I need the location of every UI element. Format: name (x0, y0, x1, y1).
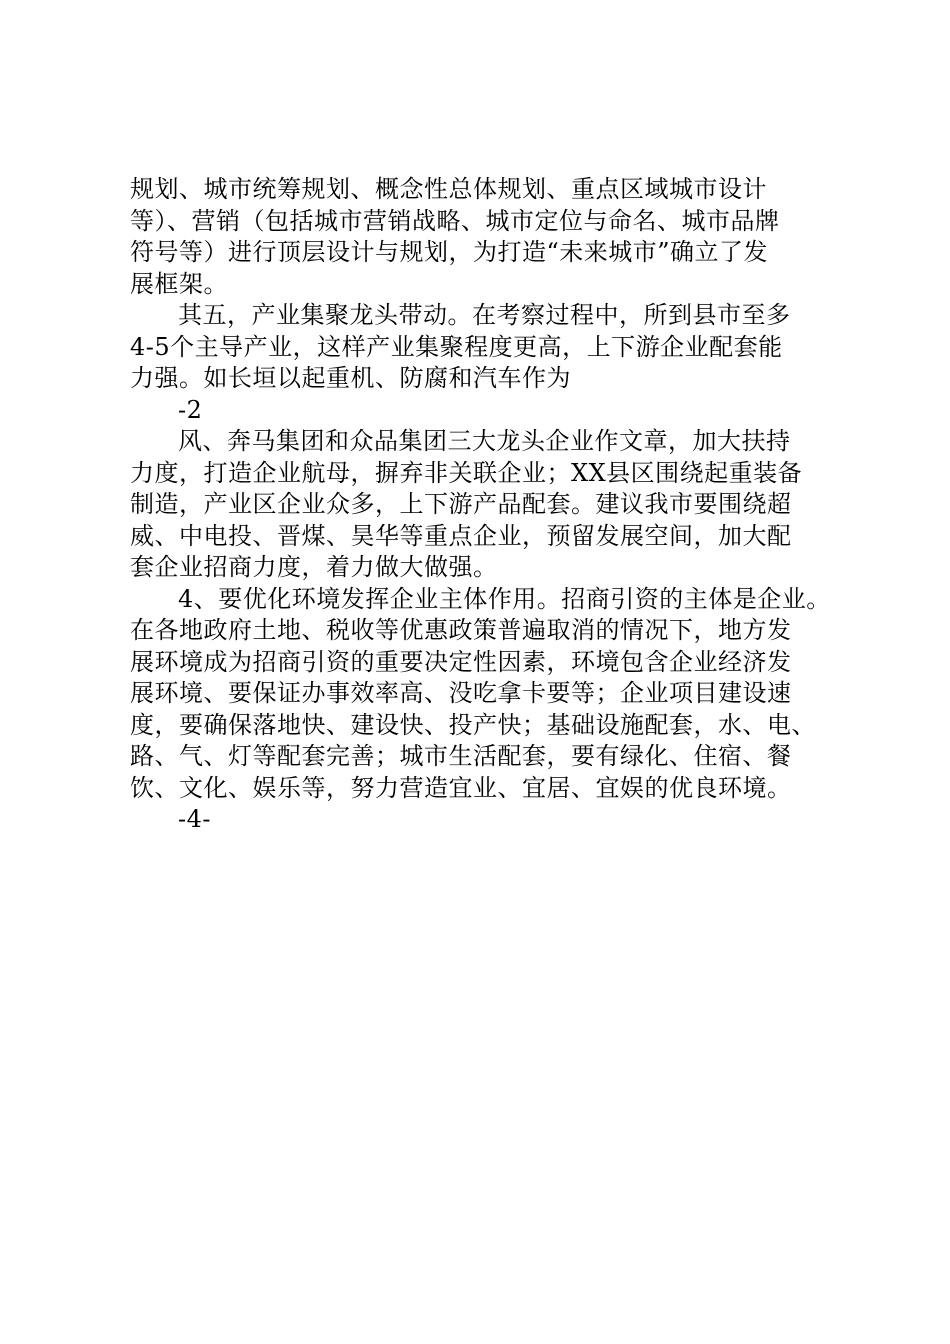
text-line: 力强。如长垣以起重机、防腐和汽车作为 (130, 364, 571, 392)
text-line: 饮、文化、娱乐等，努力营造宜业、宜居、宜娱的优良环境。 (130, 773, 792, 802)
paragraph-start-line: 其五，产业集聚龙头带动。在考察过程中，所到县市至多 (178, 301, 791, 329)
text-line: 制造，产业区企业众多，上下游产品配套。建议我市要围绕超 (130, 490, 792, 518)
text-line: 规划、城市统筹规划、概念性总体规划、重点区域城市设计 (130, 175, 767, 203)
text-line: 等）、营销（包括城市营销战略、城市定位与命名、城市品牌 (130, 206, 780, 235)
text-line: 力度，打造企业航母，摒弃非关联企业；XX县区围绕起重装备 (130, 458, 803, 487)
page-number-mark: -4- (178, 805, 211, 833)
text-line: 在各地政府土地、税收等优惠政策普遍取消的情况下，地方发 (130, 616, 792, 644)
paragraph-start-line: 风、奔马集团和众品集团三大龙头企业作文章，加大扶持 (178, 427, 791, 455)
text-line: 展环境、要保证办事效率高、没吃拿卡要等；企业项目建设速 (130, 679, 792, 707)
text-line: 展框架。 (130, 269, 228, 298)
paragraph-start-line: 4、要优化环境发挥企业主体作用。招商引资的主体是企业。 (178, 584, 831, 613)
document-body (130, 174, 830, 836)
text-line: 符号等）进行顶层设计与规划，为打造“未来城市”确立了发 (130, 238, 769, 266)
text-line: 度，要确保落地快、建设快、投产快；基础设施配套，水、电、 (130, 710, 816, 739)
text-line: 展环境成为招商引资的重要决定性因素，环境包含企业经济发 (130, 647, 792, 676)
text-line: 4-5个主导产业，这样产业集聚程度更高，上下游企业配套能 (130, 332, 783, 361)
text-line: 路、气、灯等配套完善；城市生活配套，要有绿化、住宿、餐 (130, 742, 792, 770)
page-number-mark: -2 (178, 395, 203, 424)
text-line: 套企业招商力度，着力做大做强。 (130, 553, 498, 581)
text-line: 威、中电投、晋煤、昊华等重点企业，预留发展空间，加大配 (130, 521, 792, 550)
